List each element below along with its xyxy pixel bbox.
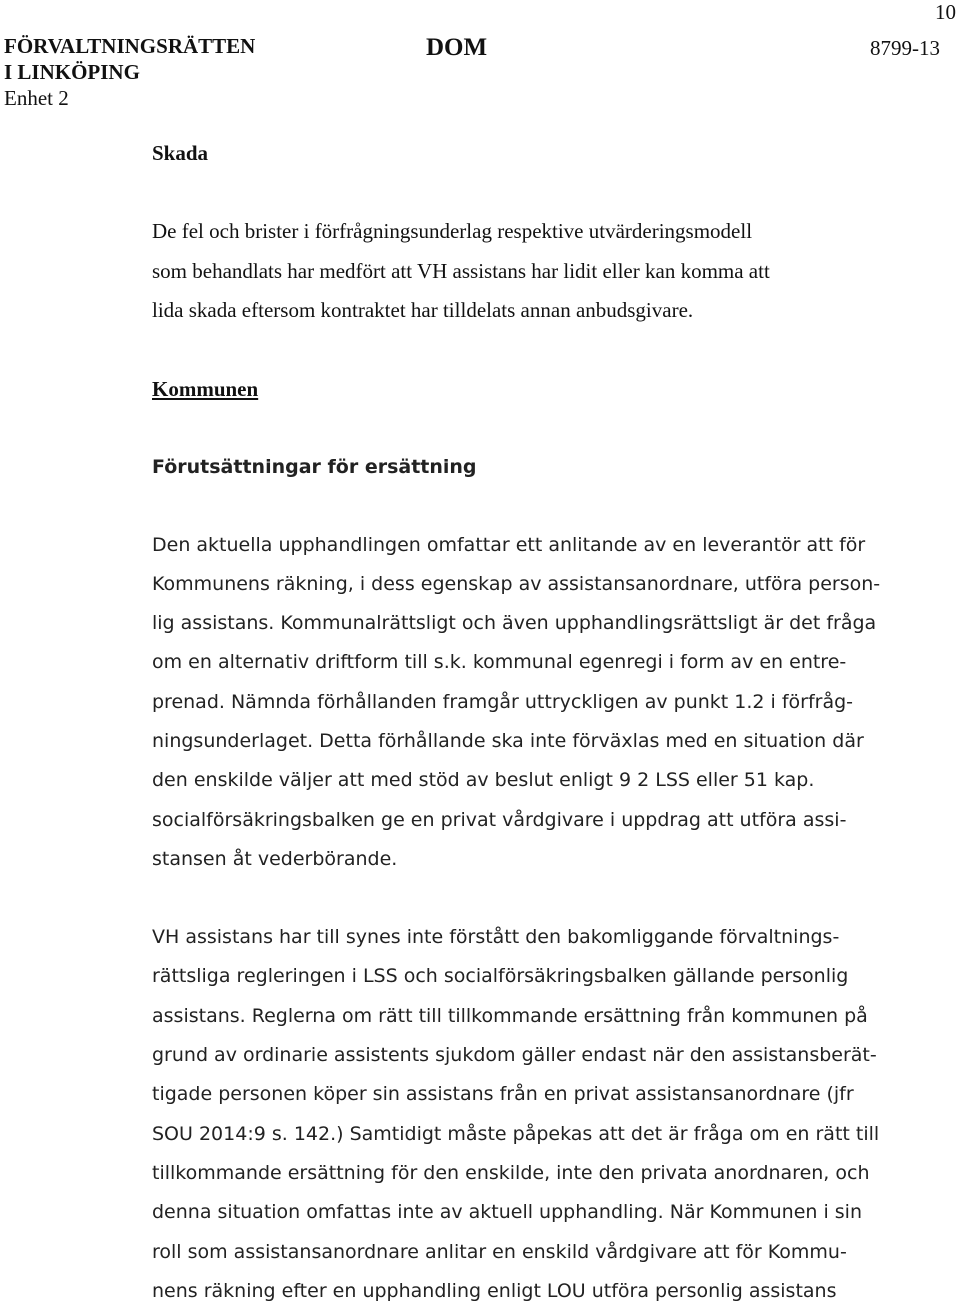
section-heading-skada: Skada: [152, 141, 209, 165]
paragraph-vh-assistans: [152, 918, 880, 1311]
paragraph-spacer: [152, 487, 852, 526]
text-line: denna situation omfattas inte av aktuell upphandling. När Kommunen i sin: [152, 1201, 863, 1224]
paragraph-kommunen: [152, 526, 881, 880]
case-number: 8799-13: [870, 36, 940, 60]
text-line: tillkommande ersättning för den enskilde, inte den privata anordnaren, och: [152, 1161, 870, 1184]
text-line: nens räkning efter en upphandling enligt LOU utföra personlig assistans: [152, 1279, 837, 1302]
text-line: Den aktuella upphandlingen omfattar ett anlitande av en leverantör att för: [152, 533, 866, 556]
paragraph-skada: [152, 212, 852, 331]
court-name-line2: I LINKÖPING: [4, 60, 140, 84]
text-line: socialförsäkringsbalken ge en privat vårdgivare i uppdrag att utföra assi-: [152, 808, 847, 831]
text-line: grund av ordinarie assistents sjukdom gäller endast när den assistansberät-: [152, 1044, 877, 1067]
text-line: som behandlats har medfört att VH assistans har lidit eller kan komma att: [152, 258, 770, 283]
text-line: lida skada eftersom kontraktet har tilldelats annan anbudsgivare.: [152, 298, 694, 322]
page-number: 10: [935, 0, 956, 24]
text-line: VH assistans har till synes inte förstått den bakomliggande förvaltnings-: [152, 926, 840, 949]
court-header: [4, 33, 255, 111]
text-line: den enskilde väljer att med stöd av beslut enligt 9 2 LSS eller 51 kap.: [152, 769, 815, 792]
text-line: stansen åt vederbörande.: [152, 847, 398, 870]
text-line: rättsliga regleringen i LSS och socialförsäkringsbalken gällande personlig: [152, 965, 849, 988]
paragraph-spacer: [152, 409, 852, 448]
document-body: [152, 134, 881, 1311]
paragraph-spacer: [152, 879, 852, 918]
text-line: assistans. Reglerna om rätt till tillkommande ersättning från kommunen på: [152, 1004, 868, 1027]
paragraph-spacer: [152, 331, 852, 370]
section-heading-kommunen: Kommunen: [152, 376, 259, 401]
court-name-line1: FÖRVALTNINGSRÄTTEN: [4, 34, 256, 58]
text-line: De fel och brister i förfrågningsunderlag respektive utvärderingsmodell: [152, 219, 753, 243]
text-line: lig assistans. Kommunalrättsligt och även upphandlingsrättsligt är det fråga: [152, 612, 877, 635]
court-unit: Enhet 2: [4, 86, 69, 110]
text-line: Kommunens räkning, i dess egenskap av assistansanordnare, utföra person-: [152, 572, 881, 595]
text-line: tigade personen köper sin assistans från en privat assistansanordnare (jfr: [152, 1083, 854, 1106]
subheading-forutsattningar: Förutsättningar för ersättning: [152, 455, 477, 478]
text-line: SOU 2014:9 s. 142.) Samtidigt måste påpekas att det är fråga om en rätt till: [152, 1122, 880, 1145]
text-line: roll som assistansanordnare anlitar en enskild vårdgivare att för Kommu-: [152, 1240, 847, 1263]
text-line: prenad. Nämnda förhållanden framgår uttryckligen av punkt 1.2 i förfråg-: [152, 690, 854, 713]
text-line: ningsunderlaget. Detta förhållande ska inte förväxlas med en situation där: [152, 729, 864, 752]
document-type: DOM: [426, 34, 488, 61]
text-line: om en alternativ driftform till s.k. kommunal egenregi i form av en entre-: [152, 651, 847, 674]
